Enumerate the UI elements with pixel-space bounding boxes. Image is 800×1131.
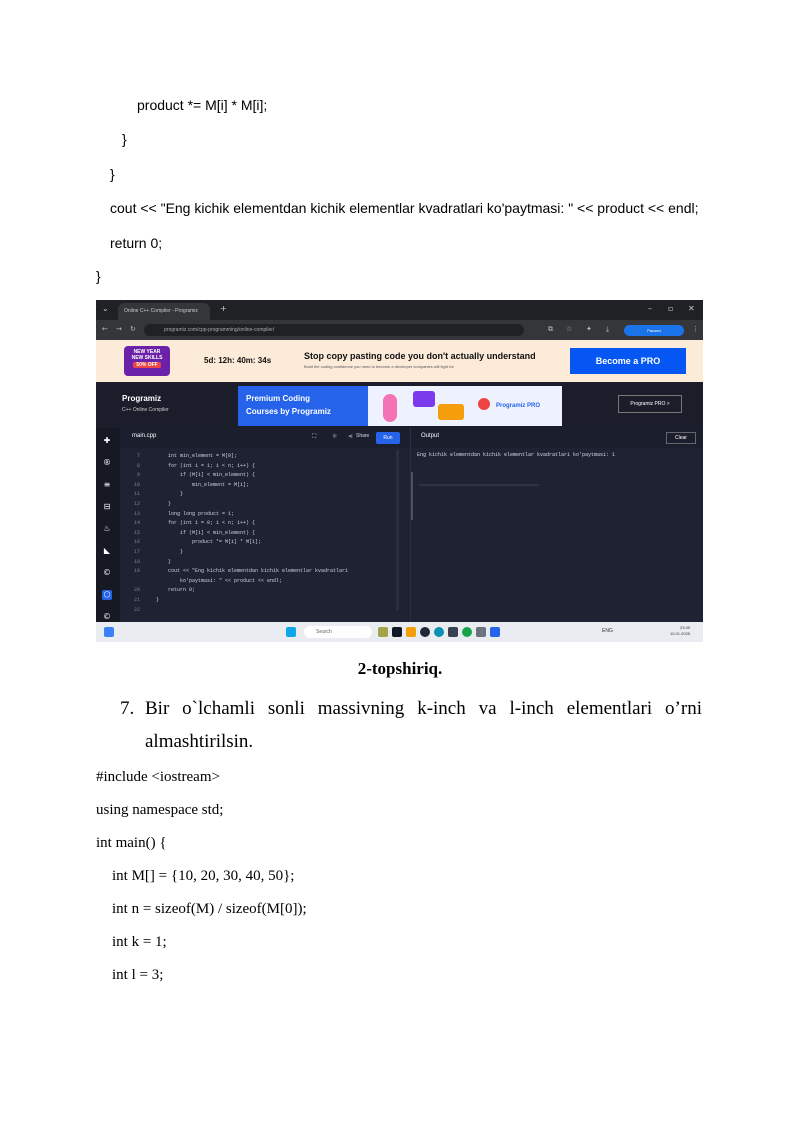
line-number: 20 bbox=[133, 587, 140, 594]
edge-icon[interactable] bbox=[434, 627, 444, 637]
promo-banner bbox=[96, 340, 703, 382]
illustration-shape bbox=[383, 394, 397, 422]
output-panel bbox=[410, 448, 703, 622]
programiz-pro-logo: Programiz PRO bbox=[496, 403, 541, 409]
code-line: using namespace std; bbox=[96, 802, 224, 818]
task-number: 7. bbox=[120, 698, 135, 719]
code-line: int main() { bbox=[96, 835, 167, 851]
editor-code-line[interactable] bbox=[120, 510, 234, 520]
reload-icon[interactable]: ↻ bbox=[130, 325, 136, 333]
line-number: 10 bbox=[133, 481, 140, 488]
sql-icon[interactable]: ≡ bbox=[103, 480, 111, 489]
badge-line: NEW YEAR bbox=[133, 349, 161, 355]
explorer-icon[interactable] bbox=[406, 627, 416, 637]
code-editor[interactable] bbox=[120, 448, 410, 622]
compiler-screenshot bbox=[96, 300, 703, 642]
editor-toolbar bbox=[120, 428, 410, 448]
app-icon[interactable] bbox=[420, 627, 430, 637]
taskbar-search[interactable]: Search bbox=[304, 626, 372, 638]
browser-tab-bar bbox=[96, 300, 703, 320]
site-header bbox=[96, 382, 703, 428]
illustration-shape bbox=[413, 391, 435, 407]
output-text: Eng kichik elementdan kichik elementlar kvadratlari ko'paytmasi: 1 bbox=[417, 452, 616, 458]
programiz-pro-button[interactable]: Programiz PRO > bbox=[618, 395, 682, 413]
illustration-shape bbox=[478, 398, 490, 410]
output-label: Output bbox=[421, 433, 440, 439]
editor-code-line[interactable] bbox=[120, 558, 171, 568]
r-icon[interactable]: ® bbox=[103, 458, 111, 467]
editor-code-line[interactable] bbox=[120, 481, 249, 491]
code-line: } bbox=[110, 166, 115, 182]
task-text-line: Bir o`lchamli sonli massivning k-inch va l-inch elementlari o’rni bbox=[145, 698, 702, 719]
address-bar bbox=[96, 320, 703, 340]
editor-code-line[interactable] bbox=[120, 500, 171, 510]
become-pro-button[interactable]: Become a PRO bbox=[570, 348, 686, 374]
word-icon[interactable] bbox=[490, 627, 500, 637]
run-button[interactable]: Run bbox=[376, 432, 400, 444]
code-text: for (int i = 0; i < n; i++) { bbox=[156, 520, 256, 527]
code-text: int min_element = M[0]; bbox=[156, 453, 238, 459]
line-number: 12 bbox=[133, 501, 140, 507]
code-text: return 0; bbox=[156, 587, 196, 594]
code-text: } bbox=[156, 558, 172, 565]
file-tab[interactable]: main.cpp bbox=[132, 433, 157, 439]
taskbar-clock[interactable] bbox=[670, 625, 690, 637]
banner-line: Premium Coding bbox=[246, 394, 311, 403]
extension-icon[interactable]: ⧉ bbox=[548, 325, 553, 333]
star-icon[interactable]: ☆ bbox=[566, 325, 573, 333]
code-text: long long product = 1; bbox=[156, 510, 235, 517]
line-number: 8 bbox=[136, 462, 140, 469]
line-number: 9 bbox=[136, 472, 140, 479]
code-text: } bbox=[156, 491, 184, 498]
code-line: int k = 1; bbox=[112, 934, 167, 950]
banner-text bbox=[238, 386, 368, 426]
close-icon[interactable]: ✕ bbox=[688, 304, 695, 313]
editor-code-line[interactable] bbox=[120, 490, 183, 500]
fullscreen-icon[interactable]: ⛶ bbox=[312, 433, 317, 440]
editor-code-line[interactable] bbox=[120, 462, 255, 472]
line-number: 22 bbox=[133, 606, 140, 613]
python-icon[interactable]: ✚ bbox=[103, 436, 111, 445]
download-icon[interactable]: ⤓ bbox=[606, 325, 610, 333]
start-icon[interactable] bbox=[286, 627, 296, 637]
line-number: 7 bbox=[136, 453, 140, 459]
editor-code-line[interactable] bbox=[120, 529, 255, 539]
discount-badge: 50% OFF bbox=[133, 362, 160, 368]
compiler-subtitle: C++ Online Compiler bbox=[122, 407, 169, 413]
browser-tab[interactable]: Online C++ Compiler - Programiz bbox=[118, 303, 210, 320]
forward-icon[interactable]: → bbox=[116, 325, 122, 333]
html-icon[interactable]: ⊟ bbox=[103, 502, 111, 511]
badge-line: NEW SKILLS bbox=[131, 355, 163, 361]
profile-button[interactable]: Paused bbox=[624, 325, 684, 336]
code-text: min_element = M[i]; bbox=[156, 481, 250, 488]
cpp-icon[interactable]: ⬡ bbox=[103, 590, 111, 599]
new-tab-icon[interactable]: + bbox=[220, 304, 227, 313]
task-text-line: almashtirilsin. bbox=[145, 731, 254, 752]
editor-code-line[interactable] bbox=[120, 519, 255, 529]
csharp-icon[interactable]: © bbox=[103, 612, 111, 621]
widgets-icon[interactable] bbox=[104, 627, 114, 637]
code-line: } bbox=[96, 268, 101, 284]
code-line: product *= M[i] * M[i]; bbox=[137, 97, 268, 113]
maximize-icon[interactable]: ▫ bbox=[668, 304, 674, 313]
clock-time: 23:09 bbox=[680, 625, 691, 630]
programiz-logo[interactable]: Programiz bbox=[122, 394, 162, 403]
menu-icon[interactable]: ⋮ bbox=[692, 325, 699, 333]
line-number: 21 bbox=[133, 597, 140, 603]
code-text: cout << "Eng kichik elementdan kichik elementlar kvadratlari bbox=[156, 568, 349, 575]
line-number: 16 bbox=[133, 539, 140, 546]
promo-title: Stop copy pasting code you don't actually understand bbox=[304, 351, 536, 361]
code-text: for (int i = 1; i < n; i++) { bbox=[156, 462, 256, 469]
line-number: 13 bbox=[133, 510, 140, 517]
minimize-icon[interactable]: – bbox=[648, 304, 652, 313]
kotlin-icon[interactable]: ◣ bbox=[103, 546, 111, 555]
c-icon[interactable]: © bbox=[103, 568, 111, 577]
news-icon[interactable] bbox=[378, 627, 388, 637]
editor-code-line[interactable] bbox=[120, 577, 282, 587]
tab-list-icon[interactable]: ⌄ bbox=[102, 304, 109, 313]
section-title: 2-topshiriq. bbox=[357, 659, 443, 678]
line-number: 19 bbox=[133, 568, 140, 575]
editor-scrollbar[interactable] bbox=[396, 450, 399, 610]
url-input[interactable]: programiz.com/cpp-programming/online-compiler/ bbox=[144, 324, 524, 336]
share-icon[interactable]: ⋖ bbox=[348, 433, 354, 440]
code-line: int M[] = {10, 20, 30, 40, 50}; bbox=[112, 868, 295, 884]
output-faint-line bbox=[419, 484, 539, 486]
clock-date: 10.01.2025 bbox=[670, 631, 691, 636]
code-line: return 0; bbox=[110, 235, 163, 251]
code-line: int n = sizeof(M) / sizeof(M[0]); bbox=[112, 901, 307, 917]
line-number: 17 bbox=[133, 549, 140, 555]
chrome-icon[interactable] bbox=[462, 627, 472, 637]
output-header bbox=[410, 428, 703, 448]
code-line: #include <iostream> bbox=[96, 769, 220, 785]
system-tray[interactable]: ENG bbox=[602, 628, 613, 634]
editor-code-line[interactable] bbox=[120, 606, 156, 616]
clear-button[interactable]: Clear bbox=[666, 432, 696, 444]
courses-banner[interactable] bbox=[238, 386, 562, 426]
line-number: 11 bbox=[133, 491, 140, 498]
code-text: } bbox=[156, 597, 160, 603]
puzzle-icon[interactable]: ✦ bbox=[586, 325, 592, 333]
editor-code-line[interactable] bbox=[120, 596, 159, 606]
code-text: } bbox=[156, 501, 172, 507]
editor-code-line[interactable] bbox=[120, 538, 261, 548]
code-line: int l = 3; bbox=[112, 967, 164, 983]
editor-code-line[interactable] bbox=[120, 471, 255, 481]
code-text: } bbox=[156, 549, 184, 555]
store-icon[interactable] bbox=[448, 627, 458, 637]
task-view-icon[interactable] bbox=[392, 627, 402, 637]
code-line: cout << "Eng kichik elementdan kichik elementlar kvadratlari ko'paytmasi: " << product << endl; bbox=[110, 200, 699, 216]
code-line: } bbox=[122, 131, 127, 147]
java-icon[interactable]: ♨ bbox=[103, 524, 111, 533]
promo-subtitle: Build the coding confidence you need to become a developer companies will fight for bbox=[304, 364, 454, 369]
code-text: if (M[i] < min_element) { bbox=[156, 472, 256, 479]
share-label[interactable]: Share bbox=[356, 433, 370, 439]
language-sidebar bbox=[96, 428, 120, 622]
theme-icon[interactable]: ☼ bbox=[332, 433, 338, 440]
code-text: ko'paytmasi: " << product << endl; bbox=[156, 577, 283, 584]
line-number: 14 bbox=[133, 520, 140, 527]
line-number: 15 bbox=[133, 529, 140, 536]
editor-code-line[interactable] bbox=[120, 548, 183, 558]
new-year-badge bbox=[124, 346, 170, 376]
code-text: product *= M[i] * M[i]; bbox=[156, 539, 262, 546]
illustration-shape bbox=[438, 404, 464, 420]
settings-icon[interactable] bbox=[476, 627, 486, 637]
editor-code-line[interactable] bbox=[120, 567, 348, 577]
editor-code-line[interactable] bbox=[120, 586, 195, 596]
output-divider bbox=[411, 472, 413, 520]
banner-line: Courses by Programiz bbox=[246, 407, 331, 416]
line-number: 18 bbox=[133, 558, 140, 565]
code-text: if (M[i] < min_element) { bbox=[156, 529, 256, 536]
windows-taskbar bbox=[96, 622, 703, 642]
back-icon[interactable]: ← bbox=[102, 325, 108, 333]
editor-code-line[interactable] bbox=[120, 452, 237, 462]
countdown-timer: 5d: 12h: 40m: 34s bbox=[204, 356, 272, 365]
